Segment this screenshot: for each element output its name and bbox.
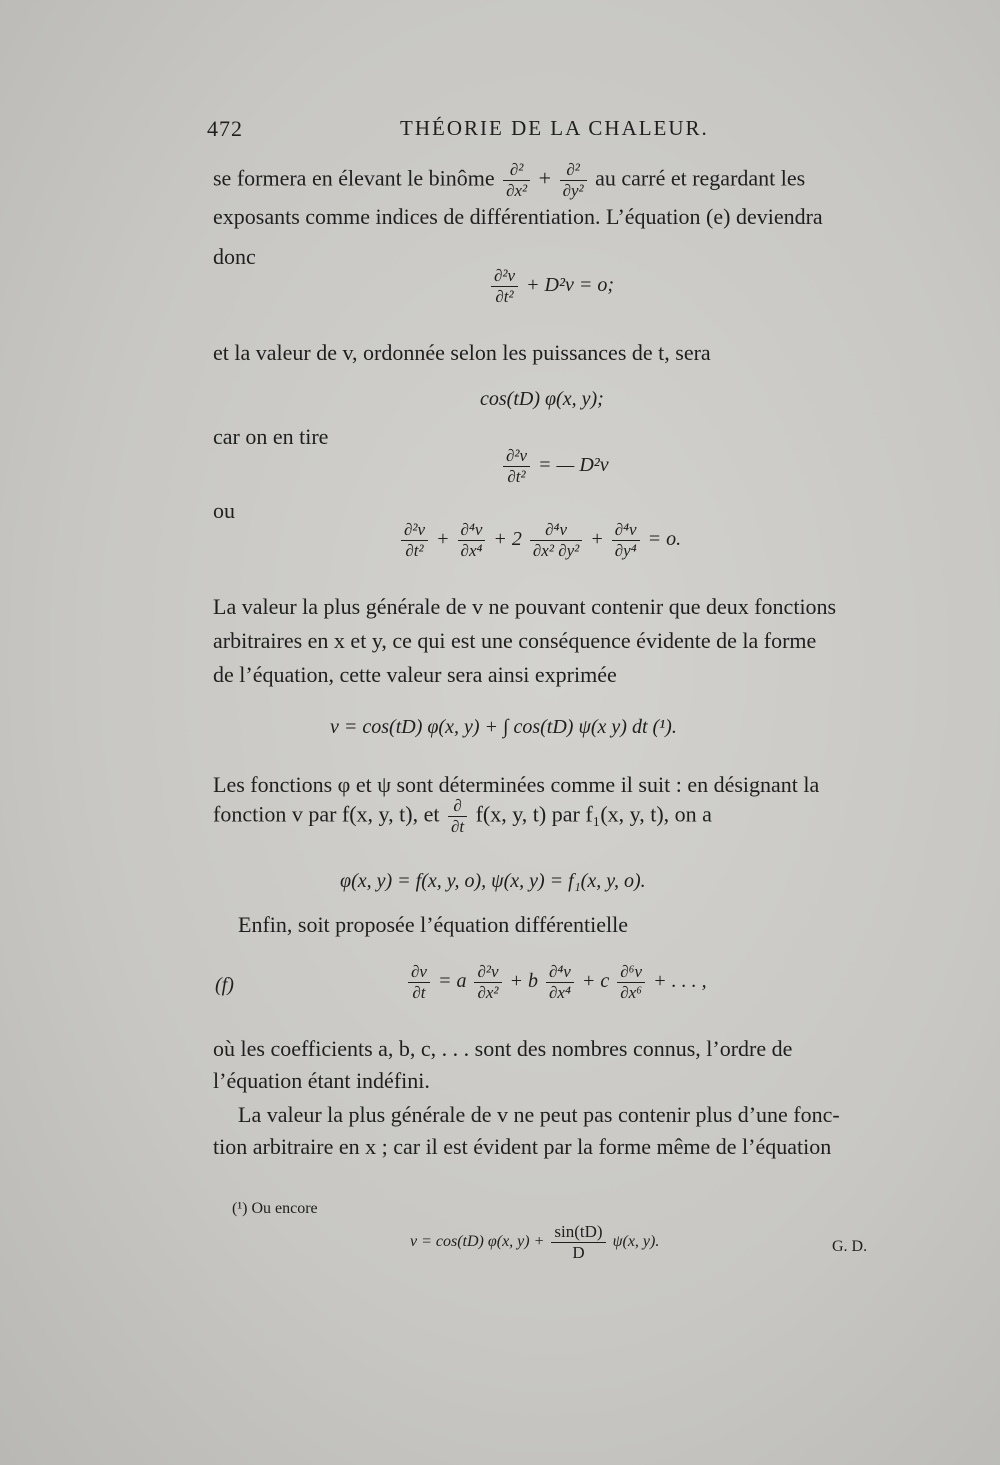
paragraph-1-line-1	[213, 160, 920, 201]
footnote-signature: G. D.	[832, 1238, 868, 1255]
fraction-numerator: ∂⁴v	[530, 520, 582, 541]
fraction	[530, 520, 582, 561]
footnote-marker: (¹) Ou encore	[232, 1200, 318, 1217]
fraction-numerator: ∂⁴v	[546, 962, 574, 983]
paragraph-1-line-2: exposants comme indices de différentiation. L’équation (e) deviendra	[213, 204, 823, 229]
paragraph-8-line-2: l’équation étant indéfini.	[213, 1068, 430, 1093]
paragraph-6-line-2	[213, 796, 712, 837]
equation-3	[500, 446, 609, 487]
operator: +	[538, 165, 552, 191]
fraction	[503, 446, 530, 487]
paragraph-9-line-2: tion arbitraire en x ; car il est évident par la forme même de l’équation	[213, 1134, 832, 1159]
fraction-binome-y	[560, 160, 587, 201]
fraction	[617, 962, 645, 1003]
fraction-denominator: ∂x⁴	[549, 983, 571, 1002]
fraction-denominator: ∂x⁶	[620, 983, 643, 1002]
operator: + b	[509, 970, 538, 993]
fraction-numerator: ∂⁶v	[617, 962, 645, 983]
paragraph-8-line-1: où les coefficients a, b, c, . . . sont des nombres connus, l’ordre de	[213, 1036, 793, 1061]
operator: +	[436, 528, 450, 551]
fraction-denominator: ∂x²	[477, 983, 499, 1002]
equation-7	[405, 962, 707, 1003]
fraction-denominator: ∂t²	[495, 287, 514, 306]
fraction-partial-t	[448, 796, 467, 837]
operator: + c	[581, 970, 610, 993]
fraction-numerator: ∂²v	[503, 446, 530, 467]
fraction-denominator: ∂t²	[405, 541, 424, 560]
fraction-numerator: ∂²	[503, 160, 530, 181]
equation-4	[398, 520, 681, 561]
equation-text: = — D²v	[538, 454, 609, 477]
equation-7-label: (f)	[215, 974, 234, 996]
paragraph-2: et la valeur de v, ordonnée selon les puissances de t, sera	[213, 340, 711, 365]
fraction-denominator: ∂t	[412, 983, 426, 1002]
fraction-numerator: ∂⁴v	[612, 520, 640, 541]
fraction-numerator: ∂	[448, 796, 467, 817]
fraction-numerator: sin(tD)	[551, 1222, 605, 1243]
text-fragment: fonction v par f(x, y, t), et	[213, 801, 440, 827]
paragraph-5-line-1: La valeur la plus générale de v ne pouvant contenir que deux fonctions	[213, 594, 837, 619]
equation-2: cos(tD) φ(x, y);	[480, 388, 604, 410]
fraction	[612, 520, 640, 561]
paragraph-9-line-1: La valeur la plus générale de v ne peut pas contenir plus d’une fonc-	[238, 1102, 840, 1127]
operator: = a	[437, 970, 467, 993]
paragraph-1-line-3: donc	[213, 244, 256, 269]
fraction	[491, 266, 518, 307]
fraction	[458, 520, 486, 561]
fraction	[551, 1222, 605, 1263]
fraction-binome-x	[503, 160, 530, 201]
fraction	[474, 962, 501, 1003]
fraction-denominator: ∂x²	[506, 181, 528, 200]
fraction-numerator: ∂²v	[491, 266, 518, 287]
paragraph-6-line-1: Les fonctions φ et ψ sont déterminées comme il suit : en désignant la	[213, 772, 820, 797]
paragraph-3: car on en tire	[213, 424, 329, 449]
equation-5: v = cos(tD) φ(x, y) + ∫ cos(tD) ψ(x y) dt (¹).	[330, 716, 677, 738]
equation-text: + D²v = o;	[526, 274, 615, 297]
fraction-numerator: ∂⁴v	[458, 520, 486, 541]
equation-1	[488, 266, 614, 307]
fraction-denominator: ∂t	[450, 817, 465, 836]
equation-6: φ(x, y) = f(x, y, o), ψ(x, y) = f₁(x, y, o).	[340, 870, 646, 892]
fraction	[546, 962, 574, 1003]
footnote-equation	[410, 1222, 659, 1263]
paragraph-7: Enfin, soit proposée l’équation différentielle	[238, 912, 628, 937]
operator: +	[590, 528, 604, 551]
equation-text: v = cos(tD) φ(x, y) +	[410, 1233, 545, 1251]
fraction-denominator: ∂y⁴	[614, 541, 637, 560]
text-fragment: au carré et regardant les	[595, 165, 806, 191]
fraction-denominator: D	[572, 1243, 585, 1262]
fraction-numerator: ∂²	[560, 160, 587, 181]
operator: + 2	[493, 528, 522, 551]
page-number: 472	[207, 116, 243, 141]
running-title: THÉORIE DE LA CHALEUR.	[400, 116, 709, 140]
fraction-denominator: ∂x² ∂y²	[532, 541, 580, 560]
text-fragment: f(x, y, t) par f₁(x, y, t), on a	[475, 801, 712, 827]
fraction	[401, 520, 428, 561]
fraction-denominator: ∂y²	[562, 181, 584, 200]
text-fragment: se formera en élevant le binôme	[213, 165, 495, 191]
paragraph-5-line-3: de l’équation, cette valeur sera ainsi exprimée	[213, 662, 617, 687]
equation-text: + . . . ,	[653, 970, 707, 993]
fraction-denominator: ∂t²	[507, 467, 526, 486]
fraction-numerator: ∂v	[408, 962, 430, 983]
equation-text: ψ(x, y).	[612, 1233, 660, 1251]
fraction-denominator: ∂x⁴	[460, 541, 483, 560]
fraction-numerator: ∂²v	[474, 962, 501, 983]
paragraph-4: ou	[213, 498, 235, 523]
fraction-numerator: ∂²v	[401, 520, 428, 541]
paragraph-5-line-2: arbitraires en x et y, ce qui est une conséquence évidente de la forme	[213, 628, 817, 653]
equation-text: = o.	[647, 528, 682, 551]
fraction	[408, 962, 430, 1003]
